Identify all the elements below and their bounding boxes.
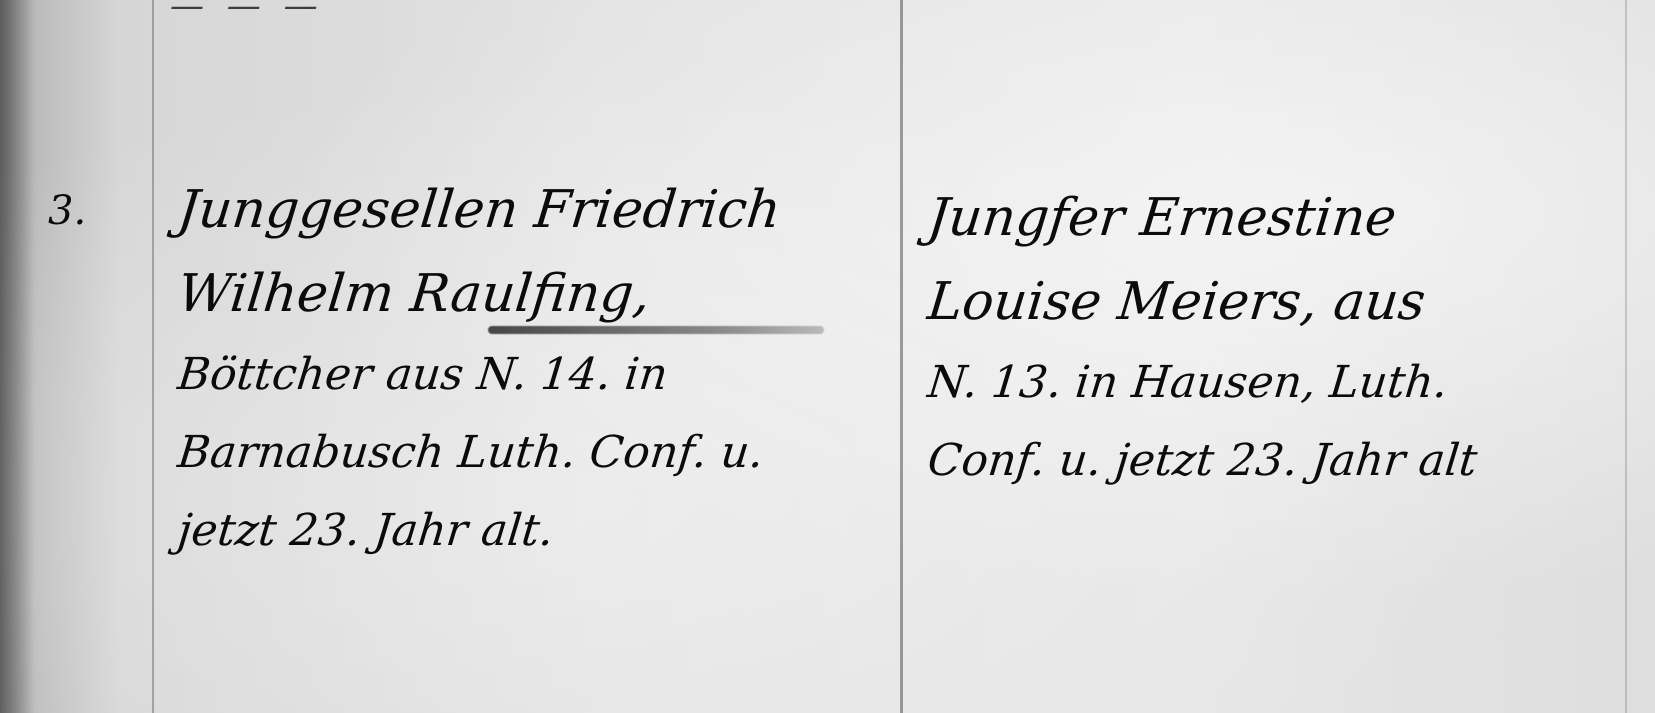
- margin-rule-left: [152, 0, 154, 713]
- groom-line-5: jetzt 23. Jahr alt.: [175, 505, 557, 556]
- binding-shadow: [0, 0, 34, 713]
- bride-line-3: N. 13. in Hausen, Luth.: [925, 357, 1451, 408]
- groom-line-4: Barnabusch Luth. Conf. u.: [175, 427, 767, 478]
- entry-number: 3.: [48, 188, 87, 234]
- surname-underline: [488, 326, 824, 334]
- bride-column: [924, 176, 1618, 500]
- groom-column: [174, 168, 868, 570]
- groom-line-1: Junggesellen Friedrich: [174, 180, 784, 240]
- bride-line-1: Jungfer Ernestine: [924, 188, 1400, 248]
- margin-rule-right: [1625, 0, 1627, 713]
- bride-line-4: Conf. u. jetzt 23. Jahr alt: [925, 435, 1480, 486]
- groom-line-3: Böttcher aus N. 14. in: [175, 349, 671, 400]
- groom-line-2: Wilhelm Raulfing,: [174, 264, 654, 324]
- bride-line-2: Louise Meiers, aus: [924, 272, 1429, 332]
- column-divider: [900, 0, 903, 713]
- previous-entry-fragment: — — —: [170, 0, 324, 26]
